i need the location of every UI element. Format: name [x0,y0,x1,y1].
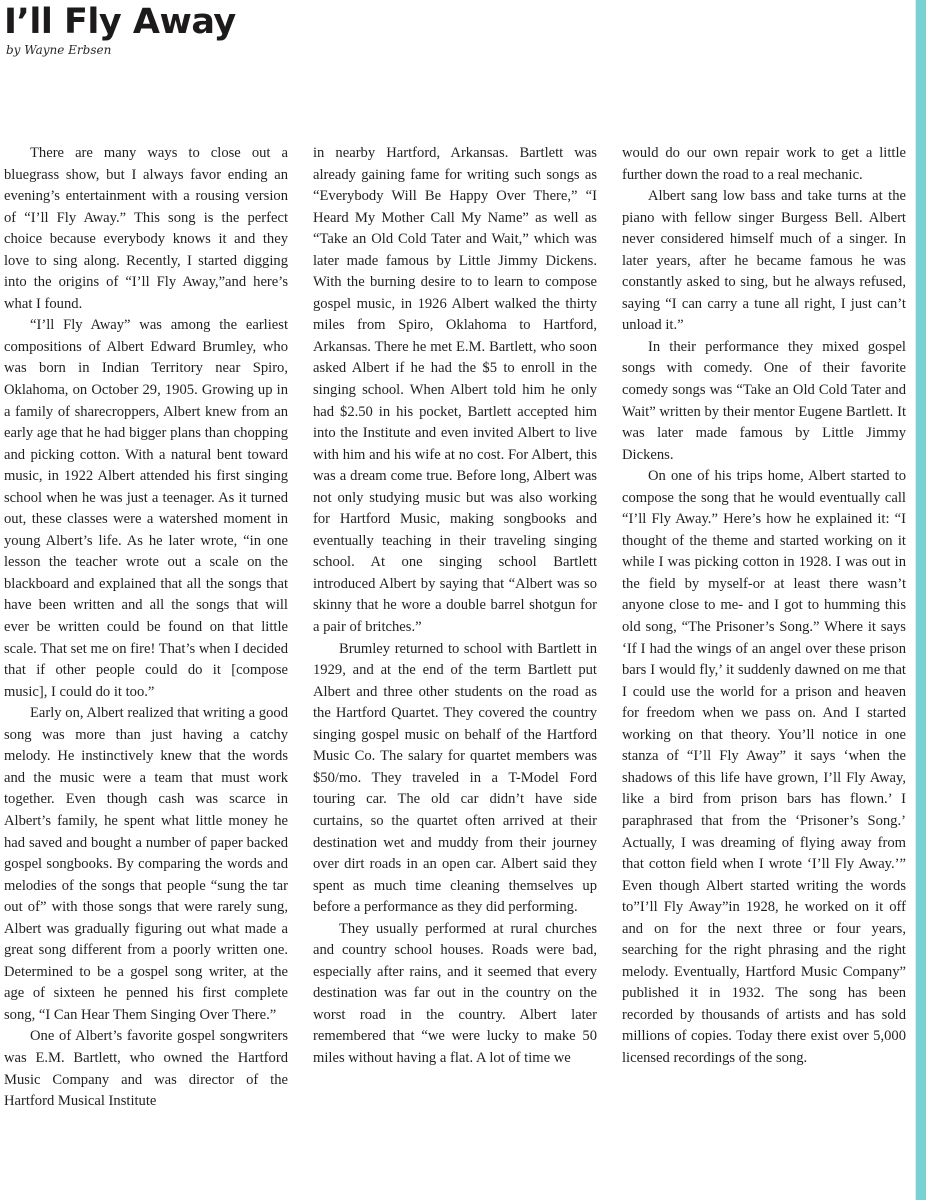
article-paragraph: “I’ll Fly Away” was among the earliest compositions of Albert Edward Brumley, who was born in Indian Territory near Spiro, Oklahoma, on October 29, 1905. Growing up in a family of sharecroppers, Albert knew from an early age that he had bigger plans than chopping and picking cotton. With a natural bent toward music, in 1922 Albert attended his first singing school when he was just a teenager. As it turned out, these classes were a watershed moment in young Albert’s life. As he later wrote, “in one lesson the teacher wrote out a scale on the blackboard and explained that all the songs that have been written and all the songs that will ever be written could be found on that little scale. That set me on fire! That’s when I decided that if other people could do it [compose music], I could do it too.” [4,317,288,700]
article-column-3 [622,143,906,1200]
article-column-2 [313,143,597,1200]
article-paragraph-continued: would do our own repair work to get a little further down the road to a real mechanic. [622,145,906,183]
article-title: I’ll Fly Away [4,2,236,42]
article-paragraph: There are many ways to close out a bluegrass show, but I always favor ending an evening’s entertainment with a rousing version of “I’ll Fly Away.” This song is the perfect choice because everybody knows it and they love to sing along. Recently, I started digging into the origins of “I’ll Fly Away,”and here’s what I found. [4,145,288,312]
article-paragraph: In their performance they mixed gospel songs with comedy. One of their favorite comedy songs was “Take an Old Cold Tater and Wait” written by their mentor Eugene Bartlett. It was later made famous by Little Jimmy Dickens. [622,338,906,463]
article-column-1 [4,143,288,1200]
article-paragraph: On one of his trips home, Albert started to compose the song that he would eventually call “I’ll Fly Away.” Here’s how he explained it: “I thought of the theme and started working on it while I was picking cotton in 1928. I was out in the field by myself-or at least there wasn’t anyone close to me- and I got to humming this old song, “The Prisoner’s Song.” Where it says ‘If I had the wings of an angel over these prison bars I would fly,’ it suddenly dawned on me that I could use the world for a prison and heaven for freedom when we pass on. And I started working on that theory. You’ll notice in one stanza of “I’ll Fly Away” it says ‘when the shadows of this life have grown, I’ll Fly Away, like a bird from prison bars has flown.’ I paraphrased that from the ‘Prisoner’s Song.’ Actually, I was dreaming of flying away from that cotton field when I wrote ‘I’ll Fly Away.’” Even though Albert started writing the words to”I’ll Fly Away”in 1928, he worked on it off and on for the next three or four years, searching for the right phrasing and the right melody. Eventually, Hartford Music Company” published it in 1932. The song has been recorded by thousands of artists and has sold millions of copies. Today there exist over 5,000 licensed recordings of the song. [622,468,906,1066]
article-byline: by Wayne Erbsen [6,43,112,57]
article-paragraph: They usually performed at rural churches and country school houses. Roads were bad, especially after rains, and it seemed that every destination was far out in the country on the worst road in the country. Albert later remembered that “we were lucky to make 50 miles without having a flat. A lot of time we [313,920,597,1066]
article-paragraph-continued: in nearby Hartford, Arkansas. Bartlett was already gaining fame for writing such songs as “Everybody Will Be Happy Over There,” “I Heard My Mother Call My Name” as well as “Take an Old Cold Tater and Wait,” which was later made famous by Little Jimmy Dickens. With the burning desire to to learn to compose gospel music, in 1926 Albert walked the thirty miles from Spiro, Oklahoma to Hartford, Arkansas. There he met E.M. Bartlett, who soon asked Albert if he had the $5 to enroll in the singing school. When Albert told him he only had $2.50 in his pocket, Bartlett accepted him into the Institute and even invited Albert to live with him and his wife at no cost. For Albert, this was a dream come true. Before long, Albert was not only studying music but was also working for Hartford Music, making songbooks and eventually teaching in their traveling singing school. At one singing school Bartlett introduced Albert by saying that “Albert was so skinny that he wore a double barrel shotgun for a pair of britches.” [313,145,597,636]
page-edge-accent-bar [916,0,926,1200]
article-paragraph: Early on, Albert realized that writing a good song was more than just having a catchy melody. He instinctively knew that the words and the music were a team that must work together. Even though cash was scarce in Albert’s family, he spent what little money he had saved and bought a number of paper backed gospel songbooks. By comparing the words and melodies of the songs that people “sung the tar out of” with those songs that were rarely sung, Albert was gradually figuring out what made a great song different from a poorly written one. Determined to be a gospel song writer, at the age of sixteen he penned his first complete song, “I Can Hear Them Singing Over There.” [4,705,288,1023]
article-paragraph: Brumley returned to school with Bartlett in 1929, and at the end of the term Bartlett put Albert and three other students on the road as the Hartford Quartet. They covered the country singing gospel music on behalf of the Hartford Music Co. The salary for quartet members was $50/mo. They traveled in a T-Model Ford touring car. The old car didn’t have side curtains, so the quartet often arrived at their destination wet and muddy from their journey over dirt roads in an open car. Albert said they spent as much time cleaning themselves up before a performance as they did performing. [313,640,597,916]
article-paragraph: Albert sang low bass and take turns at the piano with fellow singer Burgess Bell. Albert never considered himself much of a singer. In later years, after he became famous he was constantly asked to sing, but he always refused, saying “I can carry a tune all right, I just can’t unload it.” [622,188,906,334]
article-paragraph: One of Albert’s favorite gospel songwriters was E.M. Bartlett, who owned the Hartford Music Company and was director of the Hartford Musical Institute [4,1028,288,1110]
